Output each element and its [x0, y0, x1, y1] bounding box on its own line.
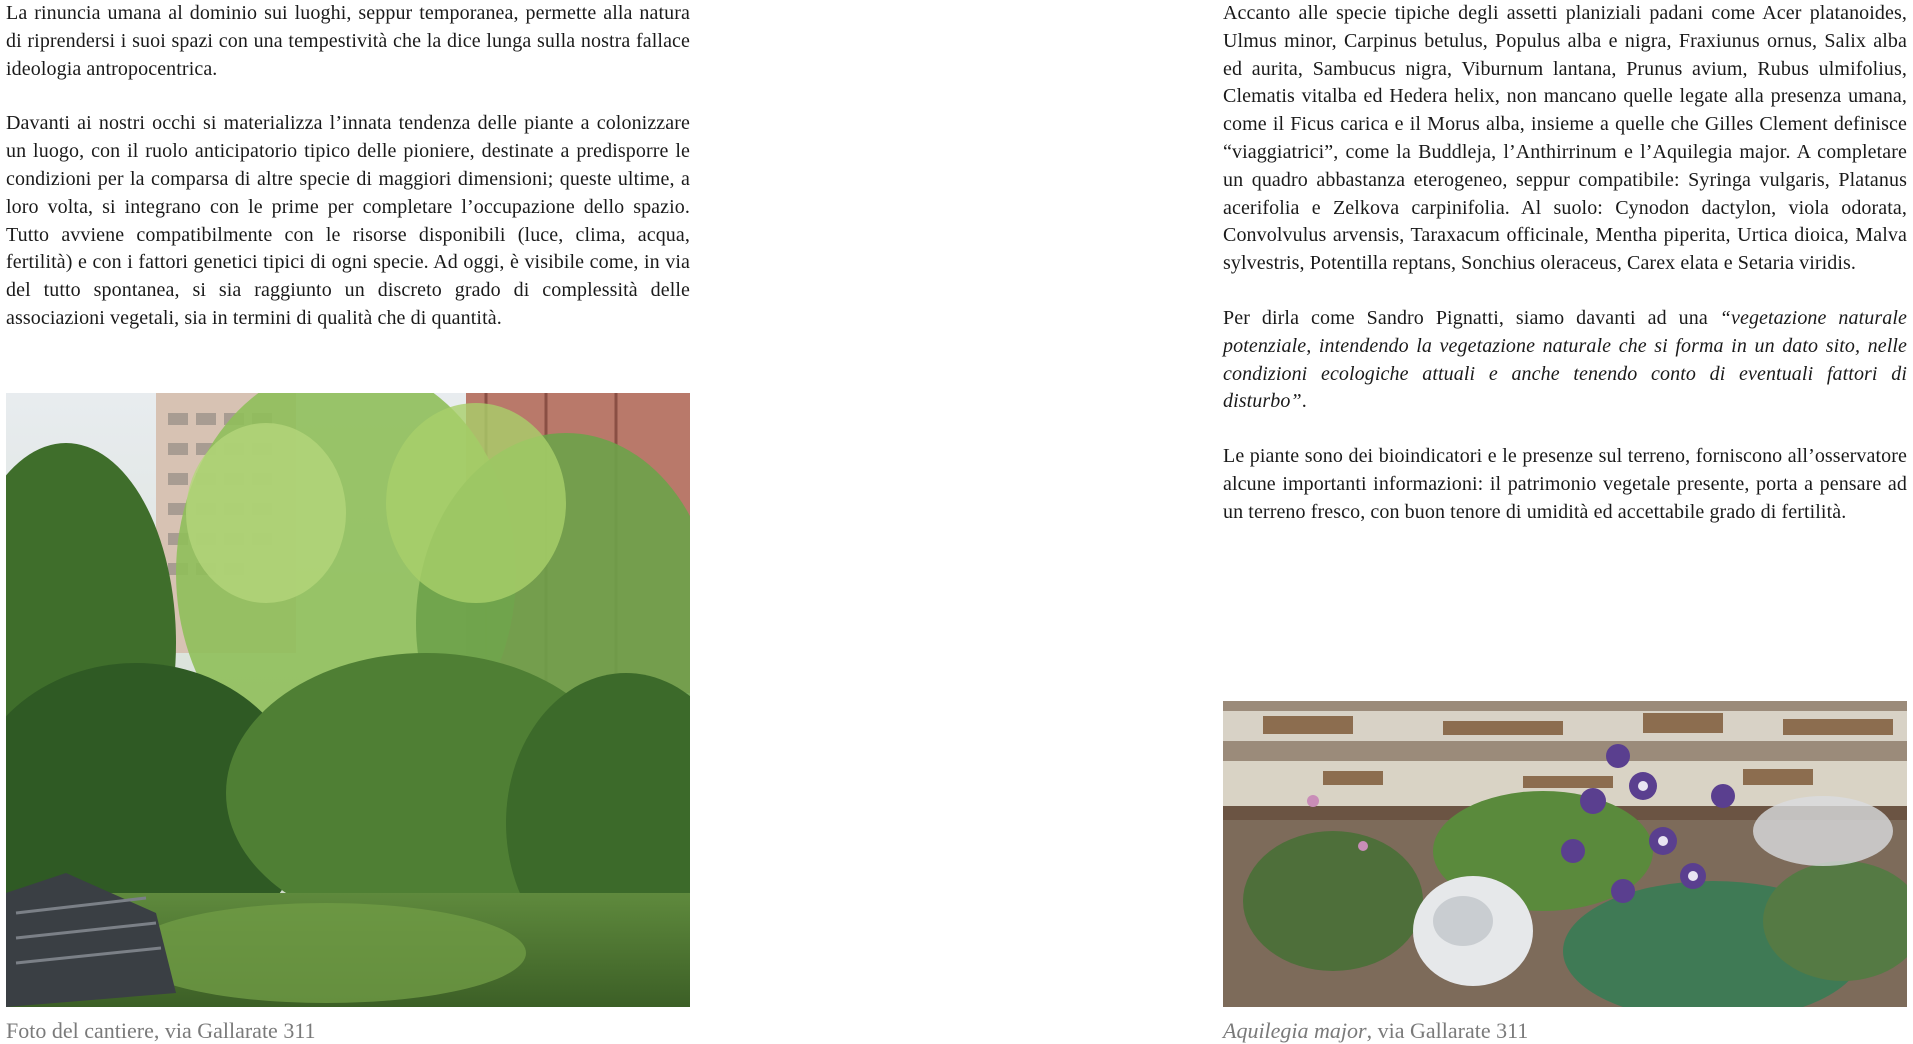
pignatti-quote: “vegetazione naturale potenziale, intendendo la vegetazione naturale che si forma in un dato sito, nelle condizioni ecologiche attuali e anche tenendo conto di eventuali fattori di disturbo” [1223, 306, 1908, 413]
construction-site-image [6, 393, 690, 1007]
right-paragraph-1: Accanto alle specie tipiche degli assetti planiziali padani come Acer platanoides, Ulmus minor, Carpinus betulus, Populus alba e nigra, Fraxiunus ornus, Salix alba ed aurita, Sambucus nigra, Viburnum lantana, Prunus avium, Rubus ulmifolius, Clematis vitalba ed Hedera helix, non mancano quelle legate alla presenza umana, come il Ficus carica e il Morus alba, insieme a quelle che Gilles Clement definisce “viaggiatrici”, come la Buddleja, l’Anthirrinum e l’Aquilegia major. A completare un quadro abbastanza eterogeneo, seppur compatibile: Syringa vulgaris, Platanus acerifolia e Zelkova carpinifolia. Al suolo: Cynodon dactylon, viola odorata, Convolvulus arvensis, Taraxacum officinale, Mentha piperita, Urtica dioica, Malva sylvestris, Potentilla reptans, Sonchius oleraceus, Carex elata e Setaria viridis. [1223, 2, 1907, 275]
caption-location: , via Gallarate 311 [1366, 1018, 1529, 1043]
left-photo-caption: Foto del cantiere, via Gallarate 311 [6, 1018, 316, 1043]
construction-site-photo [6, 393, 690, 1007]
right-paragraph-3: Le piante sono dei bioindicatori e le presenze sul terreno, forniscono all’osservatore alcune importanti informazioni: il patrimonio vegetale presente, porta a pensare ad un terreno fresco, con buon tenore di umidità ed accettabile grado di fertilità. [1223, 445, 1907, 523]
aquilegia-photo [1223, 701, 1907, 1007]
right-photo-caption [1223, 1018, 1528, 1044]
caption-species: Aquilegia major [1223, 1018, 1367, 1043]
left-paragraph-1: La rinuncia umana al dominio sui luoghi, seppur temporanea, permette alla natura di riprendersi i suoi spazi con una tempestività che la dice lunga sulla nostra fallace ideologia antropocentrica. [6, 2, 690, 80]
quote-intro: Per dirla come Sandro Pignatti, siamo davanti ad una [1223, 306, 1720, 329]
aquilegia-image [1223, 701, 1907, 1007]
left-paragraph-2: Davanti ai nostri occhi si materializza l’innata tendenza delle piante a colonizzare un luogo, con il ruolo anticipatorio tipico delle pioniere, destinate a predisporre le condizioni per la comparsa di altre specie di maggiori dimensioni; queste ultime, a loro volta, si integrano con le prime per completare l’occupazione dello spazio. Tutto avviene compatibilmente con le risorse disponibili (luce, clima, acqua, fertilità) e con i fattori genetici tipici di ogni specie. Ad oggi, è visibile come, in via del tutto spontanea, si sia raggiunto un discreto grado di complessità delle associazioni vegetali, sia in termini di qualità che di quantità. [6, 112, 690, 329]
quote-end: . [1301, 390, 1307, 413]
right-column [1223, 0, 1907, 527]
left-column [6, 0, 690, 333]
right-paragraph-2 [1223, 305, 1907, 416]
